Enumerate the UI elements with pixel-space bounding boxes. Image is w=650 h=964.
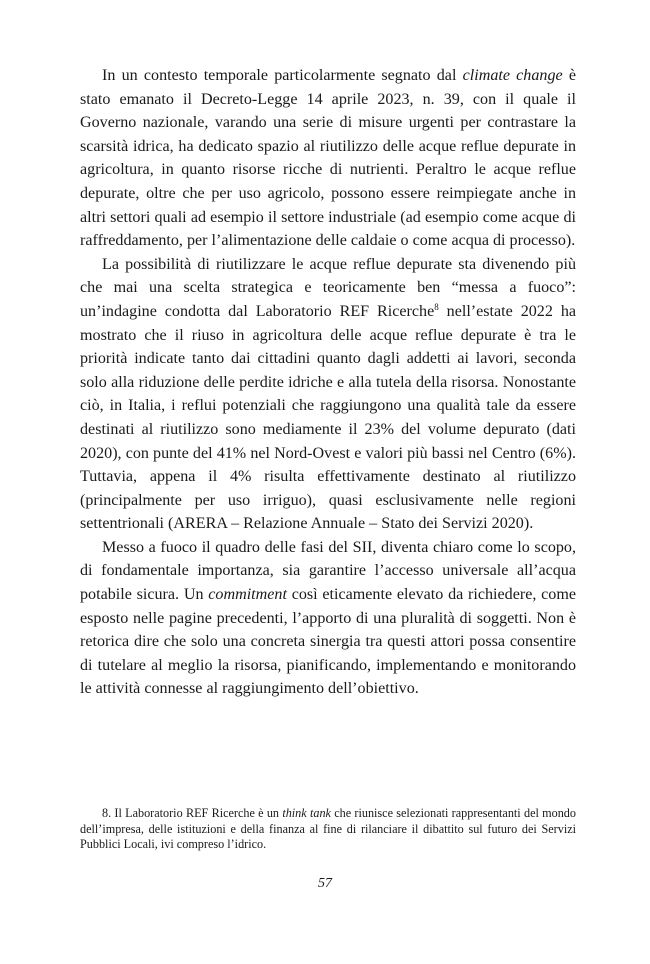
text-run: 8. Il Laboratorio REF Ricerche è un (102, 806, 283, 820)
text-run: In un contesto temporale particolarmente segnato dal (102, 67, 463, 84)
paragraph-2 (80, 253, 576, 536)
italic-term: commitment (208, 586, 287, 604)
paragraph-3 (80, 536, 576, 701)
text-run: nell’estate 2022 ha mostrato che il riuso in agricoltura delle acque reflue depurate è tra le priorità indicate tanto dai cittadini quanto dagli addetti ai lavori, seconda solo alla riduzione delle perdite idriche e alla tutela della risorsa. Nonostante ciò, in Italia, i reflui potenziali che raggiungono una qualità tale da essere destinati al riutilizzo sono mediamente il 23% del volume depurato (dati 2020), con punte del 41% nel Nord-Ovest e valori più bassi nel Centro (6%). Tuttavia, appena il 4% risulta effettivamente destinato al riutilizzo (principalmente per uso irriguo), quasi esclusivamente nelle regioni settentrionali (ARERA – Relazione Annuale – Stato dei Servizi 2020). (80, 302, 577, 533)
text-run: è stato emanato il Decreto-Legge 14 aprile 2023, n. 39, con il quale il Governo nazionale, varando una serie di misure urgenti per contrastare la scarsità idrica, ha dedicato spazio al riutilizzo delle acque reflue depurate in agricoltura, in quanto risorse ricche di nutrienti. Peraltro le acque reflue depurate, oltre che per uso agricolo, possono essere reimpiegate anche in altri settori quali ad esempio il settore industriale (ad esempio come acque di raffreddamento, per l’alimentazione delle caldaie o come acqua di processo). (80, 67, 576, 250)
main-text (80, 64, 576, 701)
paragraph-1 (80, 64, 576, 253)
italic-term: climate change (462, 67, 563, 84)
page-number: 57 (318, 876, 332, 891)
footnote-reference: 8 (434, 301, 439, 312)
text-run: così eticamente elevato da richiedere, come esposto nelle pagine precedenti, l’apporto di una pluralità di soggetti. Non è retorica dire che solo una concreta sinergia tra questi attori possa consentire di tutelare al meglio la risorsa, pianificando, implementando e monitorando le attività connesse al raggiungimento dell’obiettivo. (80, 586, 577, 698)
text-run: che riunisce selezionati rappresentanti del mondo dell’impresa, delle istituzioni e della finanza al fine di rilanciare il dibattito sul futuro dei Servizi Pubblici Locali, ivi compreso l’idrico. (80, 806, 576, 852)
text-run: Messo a fuoco il quadro delle fasi del SII, diventa chiaro come lo scopo, di fondamentale importanza, sia garantire l’accesso universale all’acqua potabile sicura. Un (80, 538, 576, 604)
footnote-8 (80, 806, 576, 853)
text-run: La possibilità di riutilizzare le acque reflue depurate sta divenendo più che mai una scelta strategica e teoricamente ben “messa a fuoco”: un’indagine condotta dal Laboratorio REF Ricerche (80, 255, 576, 320)
italic-term: think tank (282, 806, 331, 820)
